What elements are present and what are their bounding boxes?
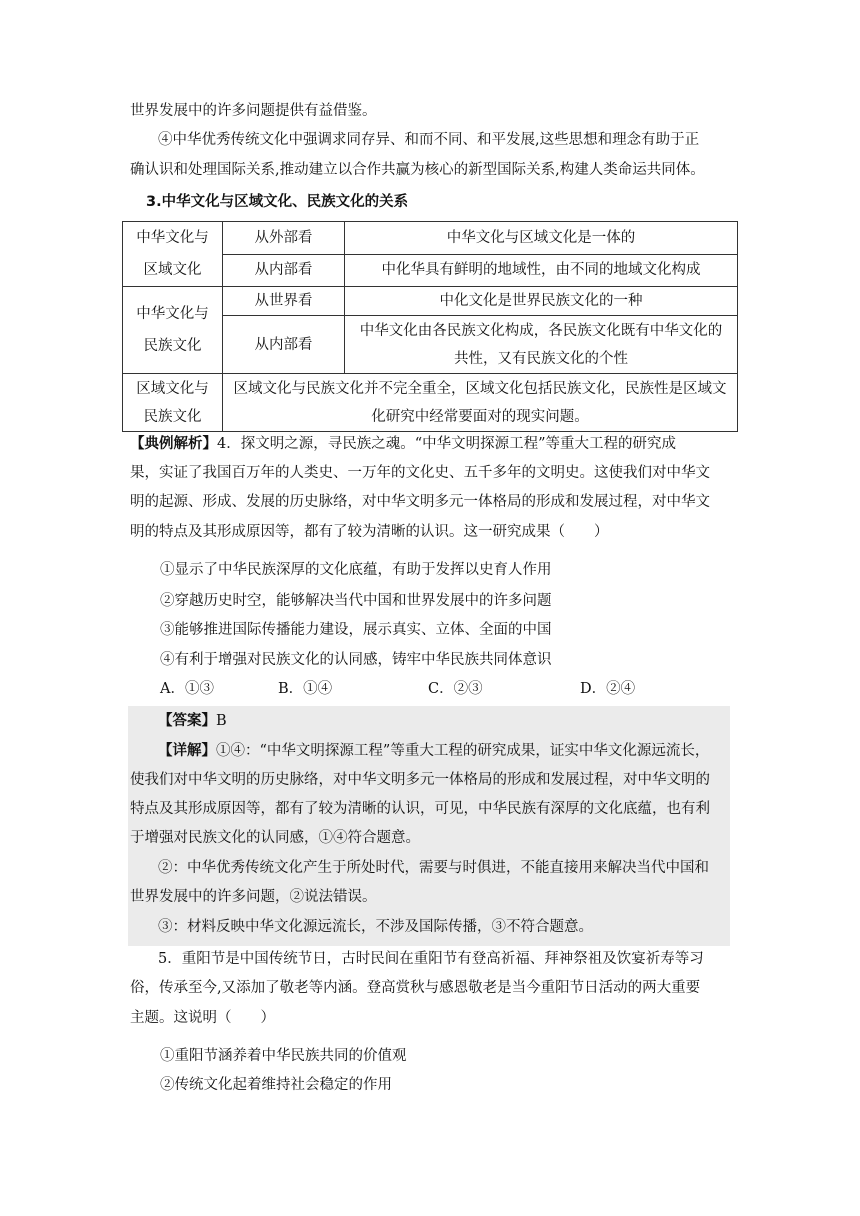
detail-line-1-text: ①④：“中华文明探源工程”等重大工程的研究成果，证实中华文化源远流长， (216, 743, 710, 759)
q4-line-4: 明的特点及其形成原因等，都有了较为清晰的认识。这一研究成果（ ） (130, 524, 609, 540)
table-label: 从世界看 (223, 287, 345, 316)
table-cell: 中华文化由各民族文化构成，各民族文化既有中华文化的共性，又有民族文化的个性 (345, 316, 738, 374)
detail-line-3: 特点及其形成原因等，都有了较为清晰的认识，可见，中华民族有深厚的文化底蕴，也有利 (130, 801, 710, 817)
q4-line-1 (130, 434, 676, 454)
q4-option-2: ②穿越历史时空，能够解决当代中国和世界发展中的许多问题 (160, 593, 552, 609)
table-cell: 中华文化与区域文化是一体的 (345, 222, 738, 255)
detail-tag: 【详解】 (158, 743, 216, 759)
detail-line-1 (158, 741, 709, 761)
q4-choice-b: B．①④ (278, 681, 333, 697)
table-cell: 中化文化是世界民族文化的一种 (345, 287, 738, 316)
detail-line-2: 使我们对中华文明的历史脉络，对中华文明多元一体格局的形成和发展过程，对中华文明的 (130, 772, 710, 788)
q5-line-2: 俗，传承至今,又添加了敬老等内涵。登高赏秋与感恩敬老是当今重阳节日活动的两大重要 (130, 980, 701, 996)
q4-option-4: ④有利于增强对民族文化的认同感，铸牢中华民族共同体意识 (160, 652, 552, 668)
q4-choice-c: C．②③ (428, 681, 483, 697)
detail-line-5: ②：中华优秀传统文化产生于所处时代，需要与时俱进，不能直接用来解决当代中国和 (158, 860, 709, 876)
table-head-regional-ethnic: 区域文化与民族文化 (123, 374, 223, 432)
table-label: 从内部看 (223, 316, 345, 374)
detail-line-4: 于增强对民族文化的认同感，①④符合题意。 (130, 830, 420, 846)
table-cell: 中化华具有鲜明的地域性，由不同的地域文化构成 (345, 254, 738, 287)
intro-line-1: 世界发展中的许多问题提供有益借鉴。 (130, 103, 377, 119)
q4-line-1-text: 4．探文明之源，寻民族之魂。“中华文明探源工程”等重大工程的研究成 (217, 436, 677, 452)
q4-tag: 【典例解析】 (130, 436, 217, 452)
table-head-chinese-ethnic: 中华文化与民族文化 (123, 287, 223, 374)
q5-option-2: ②传统文化起着维持社会稳定的作用 (160, 1077, 392, 1093)
answer-value: B (216, 713, 227, 729)
q5-line-3: 主题。这说明（ ） (130, 1010, 275, 1026)
q4-option-3: ③能够推进国际传播能力建设，展示真实、立体、全面的中国 (160, 622, 552, 638)
table-label: 从外部看 (223, 222, 345, 255)
table-head-chinese-regional: 中华文化与区域文化 (123, 222, 223, 287)
answer-tag: 【答案】 (158, 713, 216, 729)
q4-option-1: ①显示了中华民族深厚的文化底蕴，有助于发挥以史育人作用 (160, 562, 552, 578)
q4-line-2: 果，实证了我国百万年的人类史、一万年的文化史、五千多年的文明史。这使我们对中华文 (130, 465, 710, 481)
table-cell: 区域文化与民族文化并不完全重全，区域文化包括民族文化，民族性是区域文化研究中经常要面对的现实问题。 (223, 374, 738, 432)
intro-line-2: ④中华优秀传统文化中强调求同存异、和而不同、和平发展,这些思想和理念有助于正 (158, 132, 700, 148)
q4-choice-a: A．①③ (160, 681, 214, 697)
detail-line-6: 世界发展中的许多问题，②说法错误。 (130, 889, 377, 905)
detail-line-7: ③：材料反映中华文化源远流长，不涉及国际传播，③不符合题意。 (158, 919, 593, 935)
q4-choice-d: D．②④ (580, 681, 636, 697)
culture-relation-table (122, 221, 738, 432)
section-3-title: 3.中华文化与区域文化、民族文化的关系 (146, 194, 409, 210)
q5-line-1: 5．重阳节是中国传统节日，古时民间在重阳节有登高祈福、拜神祭祖及饮宴祈寿等习 (158, 951, 704, 967)
answer-line (158, 711, 227, 731)
q4-line-3: 明的起源、形成、发展的历史脉络，对中华文明多元一体格局的形成和发展过程，对中华文 (130, 494, 710, 510)
intro-line-3: 确认识和处理国际关系,推动建立以合作共赢为核心的新型国际关系,构建人类命运共同体。 (130, 162, 705, 178)
q5-option-1: ①重阳节涵养着中华民族共同的价值观 (160, 1048, 407, 1064)
table-label: 从内部看 (223, 254, 345, 287)
